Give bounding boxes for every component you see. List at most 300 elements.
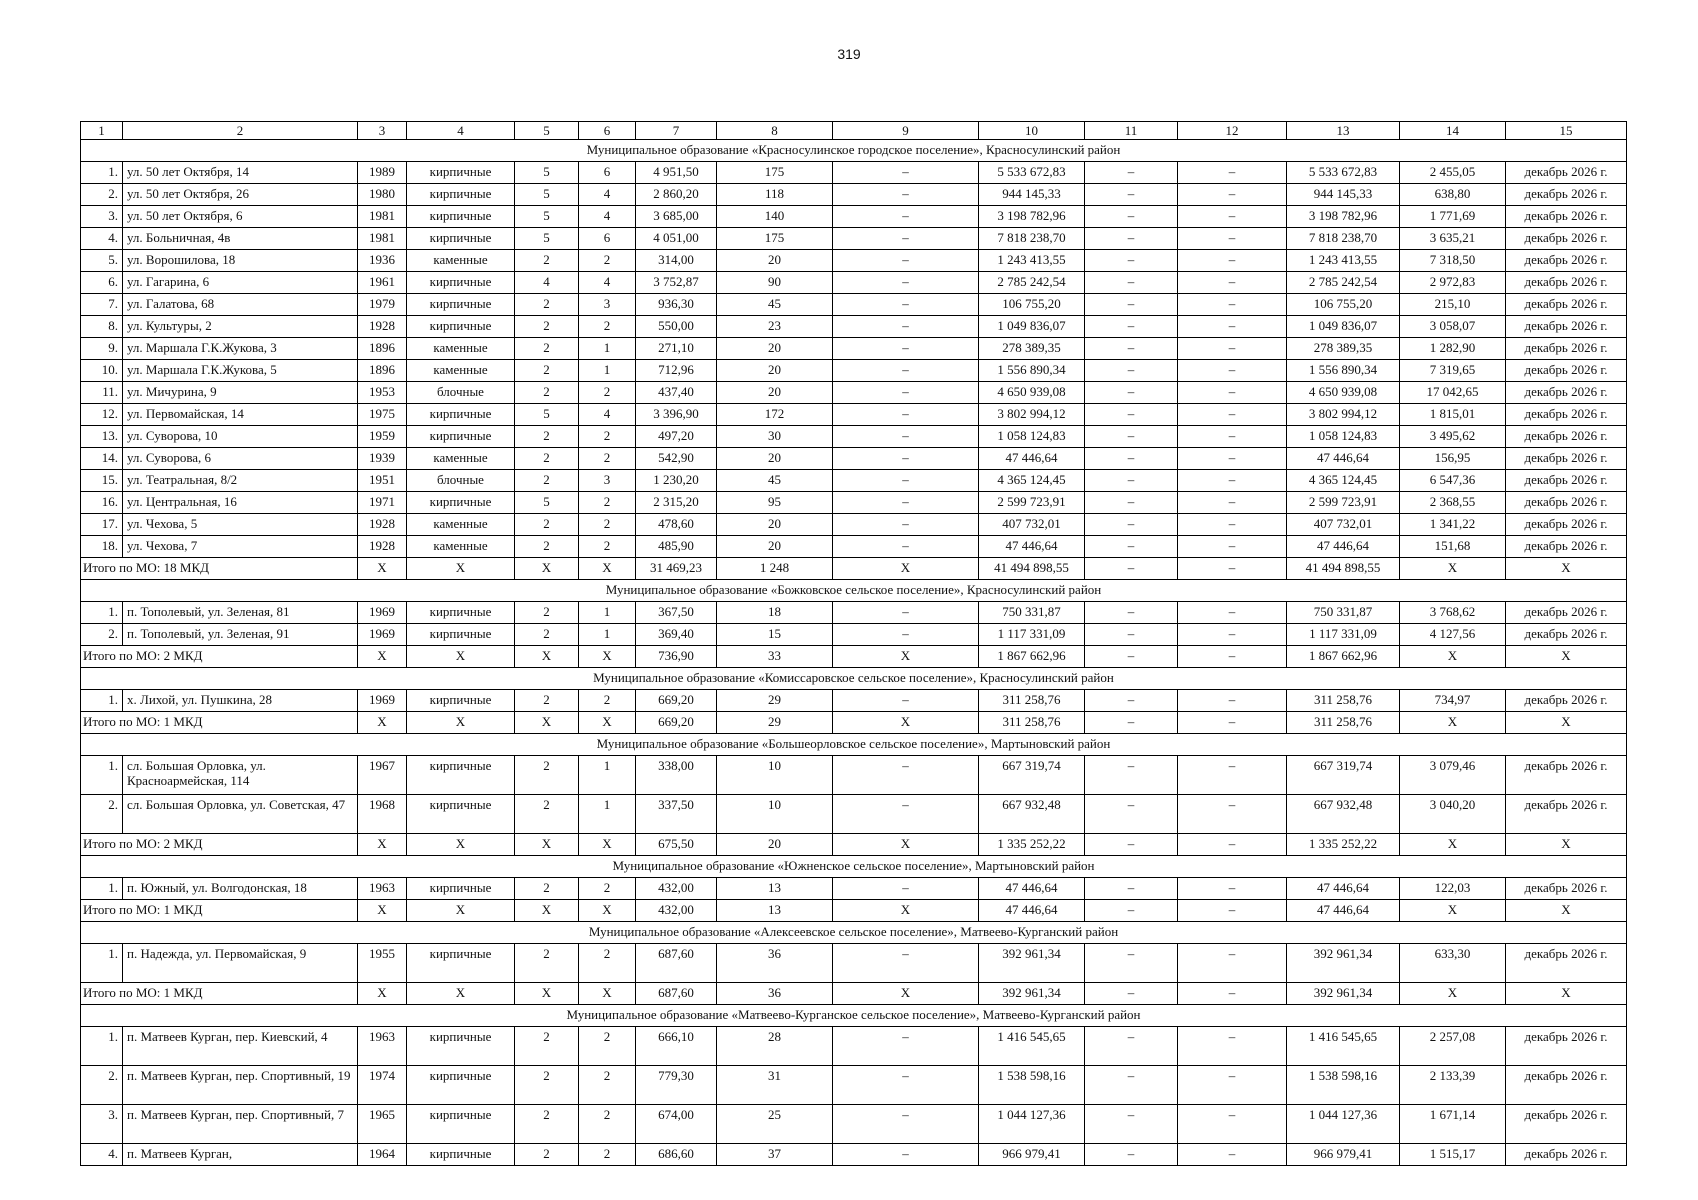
total-cost-per-m2: X: [1400, 834, 1506, 856]
floors: 2: [515, 878, 579, 900]
wall-material: кирпичные: [407, 206, 515, 228]
address: ул. Маршала Г.К.Жукова, 5: [123, 360, 358, 382]
col-11: –: [1085, 206, 1178, 228]
total-cost: 2 785 242,54: [1287, 272, 1400, 294]
area: 369,40: [636, 624, 717, 646]
total-total-cost: 1 867 662,96: [1287, 646, 1400, 668]
total-cost: 1 049 836,07: [1287, 316, 1400, 338]
address: ул. Ворошилова, 18: [123, 250, 358, 272]
total-cost: 1 335 252,22: [979, 834, 1085, 856]
section-title: Муниципальное образование «Большеорловское сельское поселение», Мартыновский район: [81, 734, 1627, 756]
col-12: –: [1178, 1066, 1287, 1105]
floors: 2: [515, 1027, 579, 1066]
floors: 2: [515, 602, 579, 624]
residents: 20: [717, 250, 833, 272]
area: 3 396,90: [636, 404, 717, 426]
entrances: 2: [579, 382, 636, 404]
floors: 2: [515, 1105, 579, 1144]
total-col-11: –: [1085, 983, 1178, 1005]
col-12: –: [1178, 878, 1287, 900]
cost-per-m2: 1 282,90: [1400, 338, 1506, 360]
wall-material: кирпичные: [407, 272, 515, 294]
row-number: 1.: [81, 756, 123, 795]
wall-material: кирпичные: [407, 316, 515, 338]
area: 686,60: [636, 1144, 717, 1166]
deadline: декабрь 2026 г.: [1506, 228, 1627, 250]
total-year-built: X: [358, 900, 407, 922]
col-9: –: [833, 1105, 979, 1144]
residents: 23: [717, 316, 833, 338]
deadline: декабрь 2026 г.: [1506, 338, 1627, 360]
column-header-10: 10: [979, 122, 1085, 140]
row-number: 10.: [81, 360, 123, 382]
area: 485,90: [636, 536, 717, 558]
residents: 20: [717, 360, 833, 382]
col-11: –: [1085, 795, 1178, 834]
col-11: –: [1085, 404, 1178, 426]
col-9: –: [833, 795, 979, 834]
year-built: 1971: [358, 492, 407, 514]
total-col-12: –: [1178, 646, 1287, 668]
residents: 45: [717, 470, 833, 492]
residents: 140: [717, 206, 833, 228]
total-floors: X: [515, 983, 579, 1005]
address: ул. Первомайская, 14: [123, 404, 358, 426]
floors: 2: [515, 382, 579, 404]
col-9: –: [833, 404, 979, 426]
year-built: 1896: [358, 338, 407, 360]
cost-per-m2: 1 815,01: [1400, 404, 1506, 426]
total-label: Итого по МО: 18 МКД: [81, 558, 358, 580]
total-col-9: X: [833, 558, 979, 580]
total-col-9: X: [833, 834, 979, 856]
floors: 2: [515, 756, 579, 795]
cost: 1 044 127,36: [979, 1105, 1085, 1144]
table-row: [81, 184, 1627, 206]
year-built: 1928: [358, 316, 407, 338]
address: сл. Большая Орловка, ул. Советская, 47: [123, 795, 358, 834]
cost-per-m2: 4 127,56: [1400, 624, 1506, 646]
row-number: 1.: [81, 878, 123, 900]
floors: 2: [515, 795, 579, 834]
cost-per-m2: 1 771,69: [1400, 206, 1506, 228]
deadline: декабрь 2026 г.: [1506, 382, 1627, 404]
total-col-9: X: [833, 900, 979, 922]
row-number: 18.: [81, 536, 123, 558]
column-header-1: 1: [81, 122, 123, 140]
entrances: 4: [579, 404, 636, 426]
deadline: декабрь 2026 г.: [1506, 492, 1627, 514]
area: 687,60: [636, 944, 717, 983]
deadline: декабрь 2026 г.: [1506, 404, 1627, 426]
total-cost: 41 494 898,55: [979, 558, 1085, 580]
table-row: [81, 426, 1627, 448]
total-entrances: X: [579, 834, 636, 856]
total-area: 31 469,23: [636, 558, 717, 580]
wall-material: кирпичные: [407, 795, 515, 834]
total-cost: 278 389,35: [1287, 338, 1400, 360]
total-total-cost: 47 446,64: [1287, 900, 1400, 922]
total-wall-material: X: [407, 983, 515, 1005]
row-number: 2.: [81, 795, 123, 834]
col-9: –: [833, 250, 979, 272]
floors: 2: [515, 448, 579, 470]
col-11: –: [1085, 470, 1178, 492]
row-number: 15.: [81, 470, 123, 492]
total-cost-per-m2: X: [1400, 558, 1506, 580]
residents: 95: [717, 492, 833, 514]
table-row: [81, 1066, 1627, 1105]
year-built: 1953: [358, 382, 407, 404]
cost: 2 599 723,91: [979, 492, 1085, 514]
address: ул. 50 лет Октября, 26: [123, 184, 358, 206]
area: 337,50: [636, 795, 717, 834]
cost: 7 818 238,70: [979, 228, 1085, 250]
total-cost: 5 533 672,83: [1287, 162, 1400, 184]
area: 936,30: [636, 294, 717, 316]
wall-material: кирпичные: [407, 228, 515, 250]
col-11: –: [1085, 602, 1178, 624]
col-9: –: [833, 426, 979, 448]
year-built: 1959: [358, 426, 407, 448]
total-floors: X: [515, 558, 579, 580]
total-year-built: X: [358, 712, 407, 734]
col-9: –: [833, 602, 979, 624]
entrances: 3: [579, 294, 636, 316]
residents: 175: [717, 228, 833, 250]
residents: 30: [717, 426, 833, 448]
cost-per-m2: 2 455,05: [1400, 162, 1506, 184]
residents: 25: [717, 1105, 833, 1144]
col-12: –: [1178, 228, 1287, 250]
cost: 106 755,20: [979, 294, 1085, 316]
floors: 2: [515, 1144, 579, 1166]
col-12: –: [1178, 470, 1287, 492]
total-wall-material: X: [407, 646, 515, 668]
total-cost: 407 732,01: [1287, 514, 1400, 536]
total-cost: 1 556 890,34: [1287, 360, 1400, 382]
year-built: 1967: [358, 756, 407, 795]
col-12: –: [1178, 492, 1287, 514]
floors: 2: [515, 1066, 579, 1105]
column-header-6: 6: [579, 122, 636, 140]
total-area: 736,90: [636, 646, 717, 668]
total-residents: 1 248: [717, 558, 833, 580]
row-number: 1.: [81, 690, 123, 712]
total-deadline: X: [1506, 900, 1627, 922]
total-row: [81, 834, 1627, 856]
deadline: декабрь 2026 г.: [1506, 944, 1627, 983]
table-row: [81, 294, 1627, 316]
floors: 2: [515, 470, 579, 492]
floors: 2: [515, 624, 579, 646]
col-12: –: [1178, 338, 1287, 360]
row-number: 1.: [81, 602, 123, 624]
column-header-9: 9: [833, 122, 979, 140]
total-entrances: X: [579, 983, 636, 1005]
cost-per-m2: 1 671,14: [1400, 1105, 1506, 1144]
year-built: 1989: [358, 162, 407, 184]
total-cost: 392 961,34: [1287, 944, 1400, 983]
total-entrances: X: [579, 712, 636, 734]
col-11: –: [1085, 514, 1178, 536]
entrances: 2: [579, 250, 636, 272]
col-9: –: [833, 162, 979, 184]
total-cost: 667 932,48: [1287, 795, 1400, 834]
cost: 47 446,64: [979, 878, 1085, 900]
wall-material: кирпичные: [407, 492, 515, 514]
address: ул. Больничная, 4в: [123, 228, 358, 250]
wall-material: кирпичные: [407, 624, 515, 646]
address: п. Южный, ул. Волгодонская, 18: [123, 878, 358, 900]
cost-per-m2: 2 257,08: [1400, 1027, 1506, 1066]
cost: 278 389,35: [979, 338, 1085, 360]
col-11: –: [1085, 162, 1178, 184]
cost: 1 556 890,34: [979, 360, 1085, 382]
total-col-12: –: [1178, 900, 1287, 922]
cost-per-m2: 7 319,65: [1400, 360, 1506, 382]
address: ул. Мичурина, 9: [123, 382, 358, 404]
total-label: Итого по МО: 2 МКД: [81, 646, 358, 668]
col-11: –: [1085, 1027, 1178, 1066]
deadline: декабрь 2026 г.: [1506, 536, 1627, 558]
total-entrances: X: [579, 646, 636, 668]
col-12: –: [1178, 1105, 1287, 1144]
col-12: –: [1178, 756, 1287, 795]
wall-material: кирпичные: [407, 602, 515, 624]
cost-per-m2: 215,10: [1400, 294, 1506, 316]
cost: 47 446,64: [979, 536, 1085, 558]
table-row: [81, 514, 1627, 536]
col-12: –: [1178, 184, 1287, 206]
total-year-built: X: [358, 558, 407, 580]
floors: 4: [515, 272, 579, 294]
cost: 407 732,01: [979, 514, 1085, 536]
deadline: декабрь 2026 г.: [1506, 470, 1627, 492]
entrances: 6: [579, 162, 636, 184]
wall-material: кирпичные: [407, 426, 515, 448]
total-col-9: X: [833, 646, 979, 668]
residents: 13: [717, 878, 833, 900]
area: 2 315,20: [636, 492, 717, 514]
total-col-12: –: [1178, 983, 1287, 1005]
table-row: [81, 624, 1627, 646]
total-label: Итого по МО: 1 МКД: [81, 900, 358, 922]
column-header-5: 5: [515, 122, 579, 140]
column-header-15: 15: [1506, 122, 1627, 140]
cost: 311 258,76: [979, 690, 1085, 712]
deadline: декабрь 2026 г.: [1506, 690, 1627, 712]
deadline: декабрь 2026 г.: [1506, 206, 1627, 228]
cost-per-m2: 3 495,62: [1400, 426, 1506, 448]
wall-material: каменные: [407, 448, 515, 470]
address: п. Тополевый, ул. Зеленая, 81: [123, 602, 358, 624]
cost-per-m2: 638,80: [1400, 184, 1506, 206]
total-col-11: –: [1085, 558, 1178, 580]
address: ул. Маршала Г.К.Жукова, 3: [123, 338, 358, 360]
total-row: [81, 983, 1627, 1005]
col-11: –: [1085, 944, 1178, 983]
residents: 90: [717, 272, 833, 294]
total-col-11: –: [1085, 646, 1178, 668]
total-cost: 4 650 939,08: [1287, 382, 1400, 404]
entrances: 2: [579, 878, 636, 900]
total-area: 675,50: [636, 834, 717, 856]
residents: 172: [717, 404, 833, 426]
year-built: 1928: [358, 514, 407, 536]
cost: 667 319,74: [979, 756, 1085, 795]
cost-per-m2: 1 515,17: [1400, 1144, 1506, 1166]
total-col-11: –: [1085, 900, 1178, 922]
col-11: –: [1085, 250, 1178, 272]
col-9: –: [833, 536, 979, 558]
area: 2 860,20: [636, 184, 717, 206]
col-9: –: [833, 878, 979, 900]
floors: 2: [515, 514, 579, 536]
table-row: [81, 470, 1627, 492]
total-cost: 750 331,87: [1287, 602, 1400, 624]
total-area: 669,20: [636, 712, 717, 734]
cost-per-m2: 7 318,50: [1400, 250, 1506, 272]
total-cost: 106 755,20: [1287, 294, 1400, 316]
total-cost-per-m2: X: [1400, 712, 1506, 734]
row-number: 13.: [81, 426, 123, 448]
col-11: –: [1085, 184, 1178, 206]
col-12: –: [1178, 272, 1287, 294]
total-wall-material: X: [407, 900, 515, 922]
wall-material: каменные: [407, 360, 515, 382]
total-cost-per-m2: X: [1400, 646, 1506, 668]
deadline: декабрь 2026 г.: [1506, 1144, 1627, 1166]
col-11: –: [1085, 690, 1178, 712]
col-9: –: [833, 184, 979, 206]
area: 712,96: [636, 360, 717, 382]
deadline: декабрь 2026 г.: [1506, 795, 1627, 834]
total-residents: 33: [717, 646, 833, 668]
total-cost-per-m2: X: [1400, 983, 1506, 1005]
cost-per-m2: 3 040,20: [1400, 795, 1506, 834]
year-built: 1963: [358, 1027, 407, 1066]
total-col-9: X: [833, 712, 979, 734]
floors: 5: [515, 492, 579, 514]
column-header-12: 12: [1178, 122, 1287, 140]
total-entrances: X: [579, 900, 636, 922]
col-9: –: [833, 1027, 979, 1066]
table-row: [81, 1105, 1627, 1144]
cost-per-m2: 2 133,39: [1400, 1066, 1506, 1105]
total-cost: 311 258,76: [979, 712, 1085, 734]
wall-material: кирпичные: [407, 184, 515, 206]
cost-per-m2: 156,95: [1400, 448, 1506, 470]
col-11: –: [1085, 756, 1178, 795]
area: 3 685,00: [636, 206, 717, 228]
wall-material: кирпичные: [407, 1105, 515, 1144]
row-number: 4.: [81, 1144, 123, 1166]
deadline: декабрь 2026 г.: [1506, 878, 1627, 900]
address: сл. Большая Орловка, ул. Красноармейская, 114: [123, 756, 358, 795]
col-9: –: [833, 206, 979, 228]
row-number: 1.: [81, 1027, 123, 1066]
residents: 175: [717, 162, 833, 184]
floors: 2: [515, 360, 579, 382]
entrances: 4: [579, 272, 636, 294]
deadline: декабрь 2026 г.: [1506, 360, 1627, 382]
residents: 15: [717, 624, 833, 646]
deadline: декабрь 2026 г.: [1506, 602, 1627, 624]
section-title: Муниципальное образование «Комиссаровское сельское поселение», Красносулинский район: [81, 668, 1627, 690]
total-total-cost: 1 335 252,22: [1287, 834, 1400, 856]
total-wall-material: X: [407, 834, 515, 856]
address: х. Лихой, ул. Пушкина, 28: [123, 690, 358, 712]
total-col-12: –: [1178, 712, 1287, 734]
col-11: –: [1085, 294, 1178, 316]
table-row: [81, 338, 1627, 360]
row-number: 2.: [81, 624, 123, 646]
residents: 20: [717, 448, 833, 470]
residents: 20: [717, 382, 833, 404]
wall-material: кирпичные: [407, 756, 515, 795]
total-wall-material: X: [407, 558, 515, 580]
entrances: 1: [579, 624, 636, 646]
section-title-row: [81, 922, 1627, 944]
section-title-row: [81, 856, 1627, 878]
cost: 1 538 598,16: [979, 1066, 1085, 1105]
column-number-header-row: [81, 122, 1627, 140]
total-cost: 1 243 413,55: [1287, 250, 1400, 272]
entrances: 2: [579, 316, 636, 338]
table-row: [81, 206, 1627, 228]
total-deadline: X: [1506, 834, 1627, 856]
total-wall-material: X: [407, 712, 515, 734]
address: п. Матвеев Курган, пер. Киевский, 4: [123, 1027, 358, 1066]
address: ул. Чехова, 7: [123, 536, 358, 558]
address: ул. Театральная, 8/2: [123, 470, 358, 492]
section-title: Муниципальное образование «Красносулинское городское поселение», Красносулинский район: [81, 140, 1627, 162]
entrances: 6: [579, 228, 636, 250]
cost-per-m2: 3 058,07: [1400, 316, 1506, 338]
col-9: –: [833, 1144, 979, 1166]
cost-per-m2: 6 547,36: [1400, 470, 1506, 492]
col-9: –: [833, 690, 979, 712]
table-row: [81, 1144, 1627, 1166]
deadline: декабрь 2026 г.: [1506, 624, 1627, 646]
total-entrances: X: [579, 558, 636, 580]
year-built: 1964: [358, 1144, 407, 1166]
column-header-11: 11: [1085, 122, 1178, 140]
total-cost: 1 044 127,36: [1287, 1105, 1400, 1144]
area: 367,50: [636, 602, 717, 624]
area: 4 051,00: [636, 228, 717, 250]
total-residents: 20: [717, 834, 833, 856]
table-row: [81, 250, 1627, 272]
row-number: 3.: [81, 206, 123, 228]
col-9: –: [833, 1066, 979, 1105]
entrances: 2: [579, 448, 636, 470]
col-9: –: [833, 316, 979, 338]
entrances: 2: [579, 514, 636, 536]
total-total-cost: 311 258,76: [1287, 712, 1400, 734]
entrances: 1: [579, 756, 636, 795]
wall-material: кирпичные: [407, 1144, 515, 1166]
cost: 667 932,48: [979, 795, 1085, 834]
deadline: декабрь 2026 г.: [1506, 1066, 1627, 1105]
year-built: 1979: [358, 294, 407, 316]
col-9: –: [833, 624, 979, 646]
col-11: –: [1085, 878, 1178, 900]
wall-material: блочные: [407, 382, 515, 404]
col-11: –: [1085, 360, 1178, 382]
total-cost: 1 867 662,96: [979, 646, 1085, 668]
